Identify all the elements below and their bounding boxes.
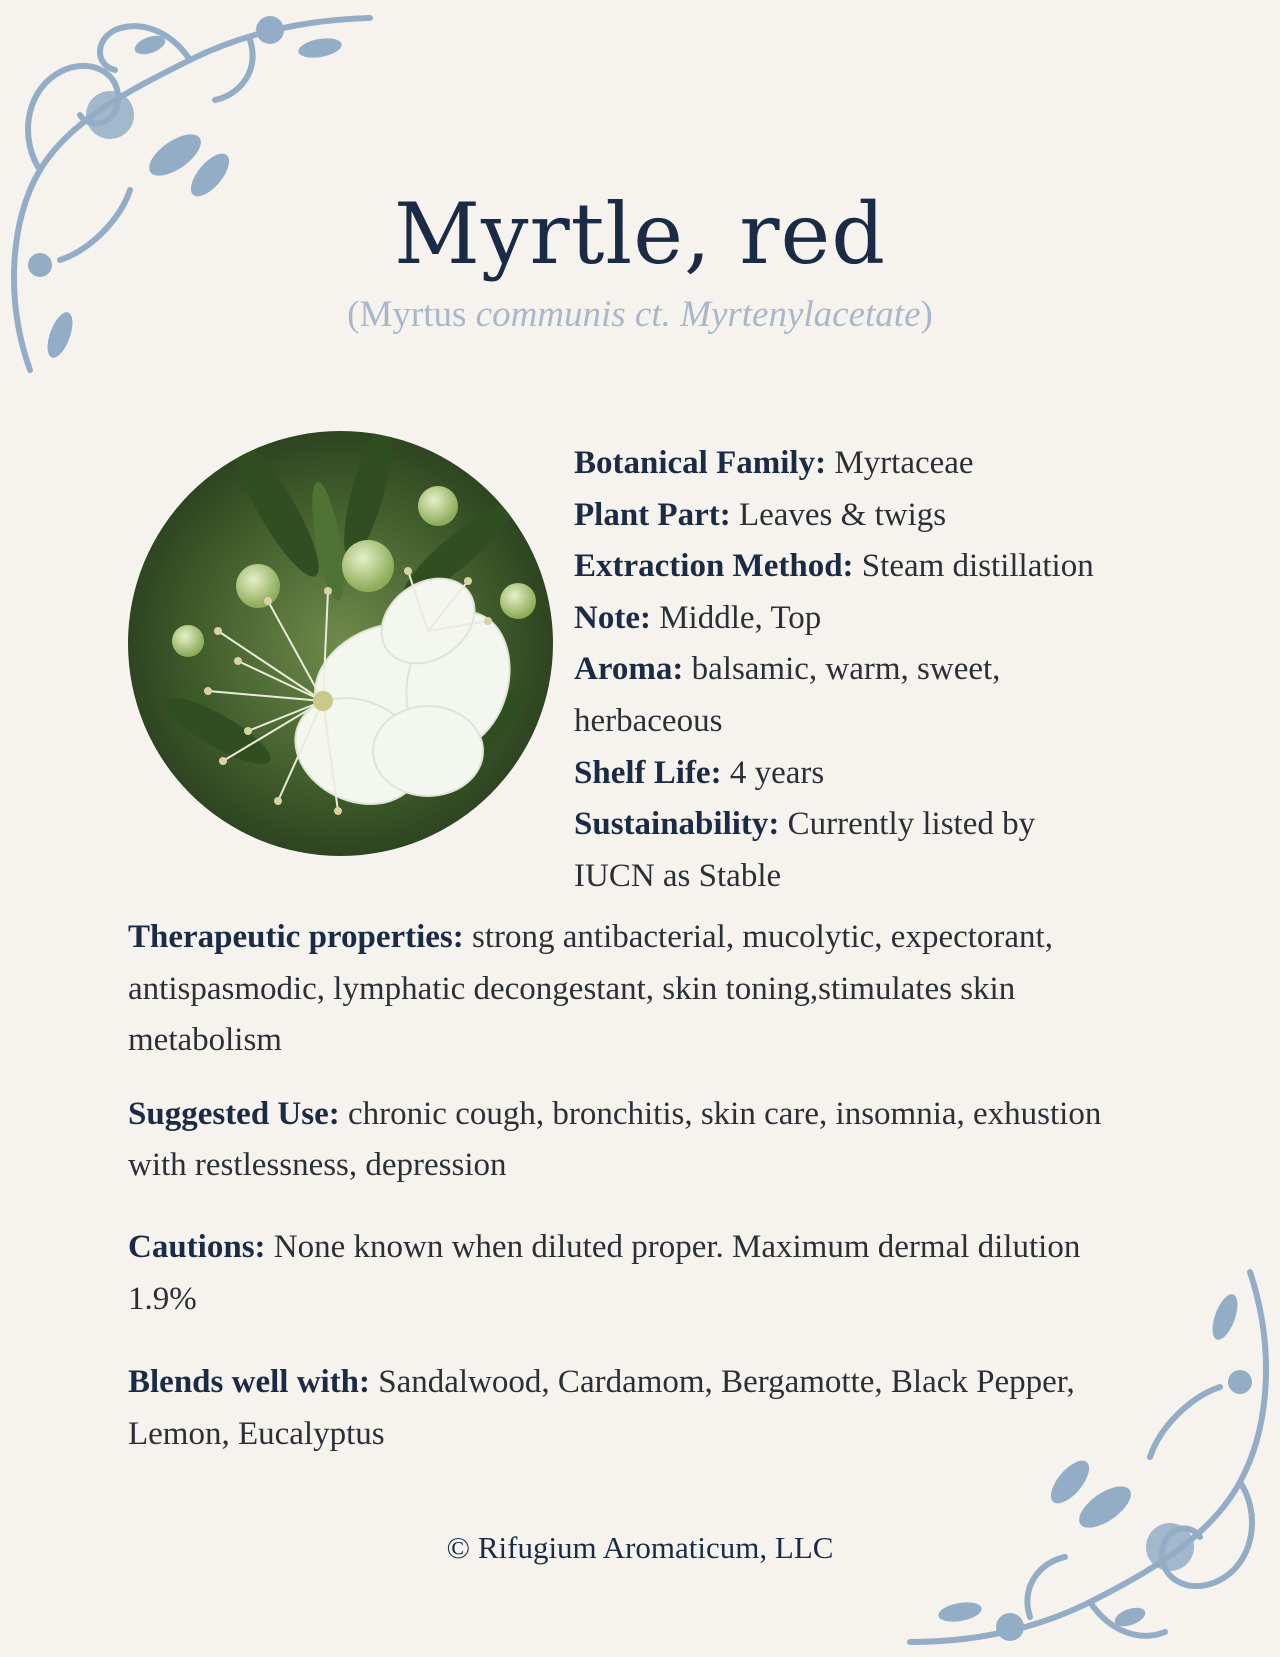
fact-shelf-life — [574, 748, 1214, 800]
fact-label: Sustainability: — [574, 806, 780, 843]
flower-photo — [128, 431, 553, 856]
section-cautions — [128, 1222, 1088, 1325]
fact-value: balsamic, warm, sweet, herbaceous — [574, 651, 1001, 739]
page-title: Myrtle, red — [394, 185, 886, 283]
section-label: Blends well with: — [128, 1364, 371, 1401]
fact-note — [574, 593, 1214, 645]
fact-value: Steam distillation — [853, 548, 1094, 585]
fact-value: Myrtaceae — [826, 445, 974, 481]
fact-label: Extraction Method: — [574, 548, 854, 585]
copyright-footer: © Rifugium Aromaticum, LLC — [446, 1530, 834, 1565]
fact-label: Shelf Life: — [574, 754, 722, 791]
section-value: strong antibacterial, mucolytic, expectorant, antispasmodic, lymphatic decongestant, skin toning,stimulates skin metabolism — [128, 919, 1053, 1059]
section-suggested-use — [128, 1089, 1128, 1192]
subtitle-close: ) — [920, 294, 933, 335]
fact-label: Note: — [574, 599, 651, 636]
myrtle-flower-image — [128, 431, 553, 856]
fact-label: Aroma: — [574, 651, 684, 688]
fact-label: Plant Part: — [574, 496, 731, 533]
fact-list — [574, 438, 1214, 902]
botanical-name-subtitle — [0, 296, 1280, 333]
section-label: Therapeutic properties: — [128, 919, 464, 955]
section-blends-well-with — [128, 1357, 1088, 1460]
section-value: None known when diluted proper. Maximum dermal dilution 1.9% — [128, 1228, 1081, 1317]
fact-value: 4 years — [721, 754, 825, 791]
subtitle-italic: communis ct. Myrtenylacetate — [475, 294, 921, 335]
section-value: chronic cough, bronchitis, skin care, insomnia, exhustion with restlessness, depression — [128, 1095, 1102, 1184]
detail-sections — [128, 912, 1168, 1460]
fact-botanical-family — [574, 438, 1214, 490]
fact-value: Middle, Top — [650, 599, 822, 636]
fact-label: Botanical Family: — [574, 445, 827, 481]
fact-plant-part — [574, 490, 1214, 542]
section-label: Cautions: — [128, 1228, 266, 1265]
subtitle-open: (Myrtus — [347, 294, 476, 335]
fact-aroma — [574, 644, 1044, 747]
section-therapeutic-properties — [128, 912, 1168, 1067]
section-value: Sandalwood, Cardamom, Bergamotte, Black Pepper, Lemon, Eucalyptus — [128, 1364, 1075, 1452]
fact-sustainability — [574, 799, 1074, 902]
section-label: Suggested Use: — [128, 1095, 340, 1132]
fact-value: Currently listed by IUCN as Stable — [574, 806, 1036, 894]
fact-extraction-method — [574, 541, 1214, 593]
fact-value: Leaves & twigs — [730, 496, 947, 533]
